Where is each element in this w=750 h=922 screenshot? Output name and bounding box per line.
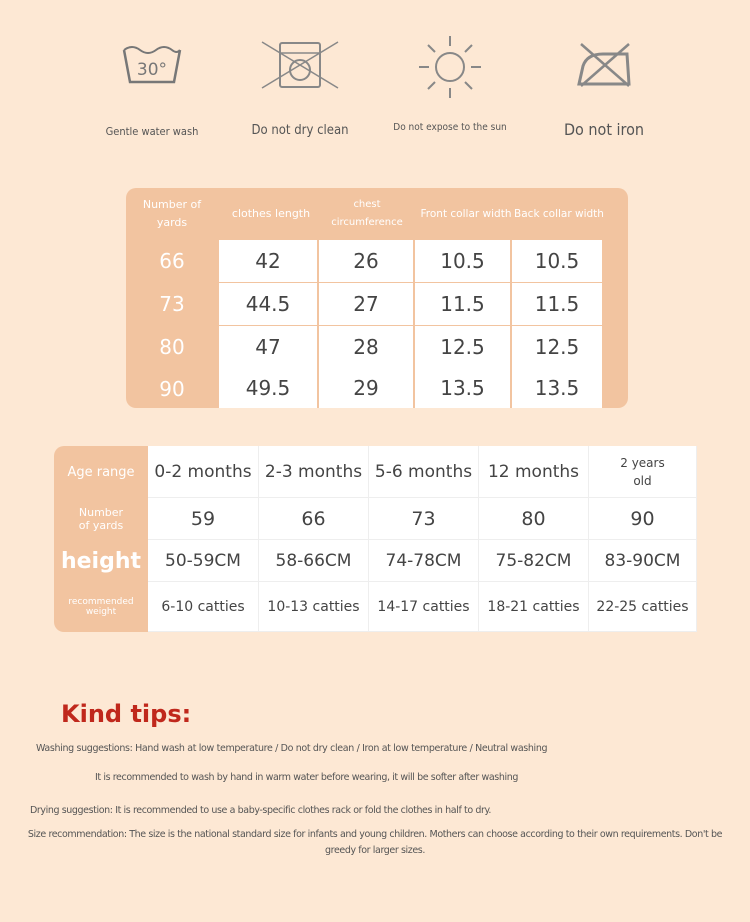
t2-label-age: Age range bbox=[67, 464, 135, 480]
t1-cell: 10.5 bbox=[512, 240, 602, 282]
t1-cell: 11.5 bbox=[512, 283, 602, 325]
t1-cell: 10.5 bbox=[415, 240, 510, 282]
t2-height-cell: 75-82CM bbox=[479, 540, 589, 582]
t2-height-cell: 58-66CM bbox=[259, 540, 369, 582]
t2-age-cell: 5-6 months bbox=[369, 446, 479, 498]
tips-title: Kind tips: bbox=[61, 700, 192, 728]
t2-weight-cell: 22-25 catties bbox=[589, 582, 697, 632]
wash-30-icon bbox=[122, 44, 182, 88]
t1-header-yards: Number of yards bbox=[142, 198, 202, 229]
t1-cell: 28 bbox=[319, 326, 413, 368]
no-dry-clean-icon bbox=[260, 40, 340, 90]
t2-weight-cell: 10-13 catties bbox=[259, 582, 369, 632]
t1-row-label: 66 bbox=[159, 249, 185, 273]
wash-label: Gentle water wash bbox=[105, 125, 199, 138]
t1-header-length: clothes length bbox=[231, 207, 311, 220]
t1-cell: 27 bbox=[319, 283, 413, 325]
t2-age-cell: 2-3 months bbox=[259, 446, 369, 498]
t2-weight-cell: 18-21 catties bbox=[479, 582, 589, 632]
t1-header-back-collar: Back collar width bbox=[514, 208, 604, 220]
dry-clean-label: Do not dry clean bbox=[251, 123, 349, 138]
t1-cell: 47 bbox=[219, 326, 317, 368]
t1-cell: 13.5 bbox=[512, 368, 602, 408]
size-table-age bbox=[54, 446, 697, 632]
tip-drying: Drying suggestion: It is recommended to use a baby-specific clothes rack or fold the clothes in half to dry. bbox=[30, 805, 491, 816]
t2-yards-cell: 90 bbox=[589, 498, 697, 540]
care-dry-clean bbox=[244, 40, 356, 138]
sun-icon bbox=[418, 36, 482, 98]
t1-cell: 11.5 bbox=[415, 283, 510, 325]
t2-age-cell: 12 months bbox=[479, 446, 589, 498]
tip-recommend: It is recommended to wash by hand in warm water before wearing, it will be softer after washing bbox=[95, 772, 518, 783]
t2-height-cell: 83-90CM bbox=[589, 540, 697, 582]
t1-row-label: 73 bbox=[159, 292, 185, 316]
t1-cell: 13.5 bbox=[415, 368, 510, 408]
wash-temp-text: 30° bbox=[136, 60, 168, 80]
t1-cell: 42 bbox=[219, 240, 317, 282]
iron-label: Do not iron bbox=[563, 120, 645, 139]
t1-cell: 49.5 bbox=[219, 368, 317, 408]
size-table-measurements bbox=[126, 188, 628, 408]
t2-weight-cell: 6-10 catties bbox=[148, 582, 259, 632]
t1-header-front-collar: Front collar width bbox=[420, 208, 512, 220]
t1-cell: 26 bbox=[319, 240, 413, 282]
care-iron bbox=[552, 40, 656, 139]
t2-label-yards: Number of yards bbox=[78, 506, 124, 532]
t1-row-label: 90 bbox=[159, 377, 185, 401]
tip-washing: Washing suggestions: Hand wash at low temperature / Do not dry clean / Iron at low temperature / Neutral washing bbox=[36, 743, 548, 754]
t2-height-cell: 50-59CM bbox=[148, 540, 259, 582]
no-iron-icon bbox=[573, 40, 635, 90]
t1-cell: 12.5 bbox=[512, 326, 602, 368]
care-wash bbox=[100, 44, 204, 138]
t2-age-cell: 0-2 months bbox=[148, 446, 259, 498]
t1-cell: 44.5 bbox=[219, 283, 317, 325]
t2-yards-cell: 66 bbox=[259, 498, 369, 540]
care-sun bbox=[392, 36, 508, 133]
t2-age-cell: 2 years old bbox=[589, 446, 697, 498]
tip-size: Size recommendation: The size is the national standard size for infants and young children. Mothers can choose according to their own requirements. Don't be greedy for larger sizes. bbox=[27, 829, 723, 856]
t2-label-height: height bbox=[60, 548, 142, 574]
sun-label: Do not expose to the sun bbox=[393, 122, 507, 133]
t2-weight-cell: 14-17 catties bbox=[369, 582, 479, 632]
t2-label-weight: recommended weight bbox=[68, 597, 134, 617]
t1-row-label: 80 bbox=[159, 335, 185, 359]
t2-yards-cell: 59 bbox=[148, 498, 259, 540]
t2-yards-cell: 80 bbox=[479, 498, 589, 540]
t1-cell: 29 bbox=[319, 368, 413, 408]
t1-header-chest: chest circumference bbox=[331, 199, 403, 228]
t2-yards-cell: 73 bbox=[369, 498, 479, 540]
t1-cell: 12.5 bbox=[415, 326, 510, 368]
t2-height-cell: 74-78CM bbox=[369, 540, 479, 582]
